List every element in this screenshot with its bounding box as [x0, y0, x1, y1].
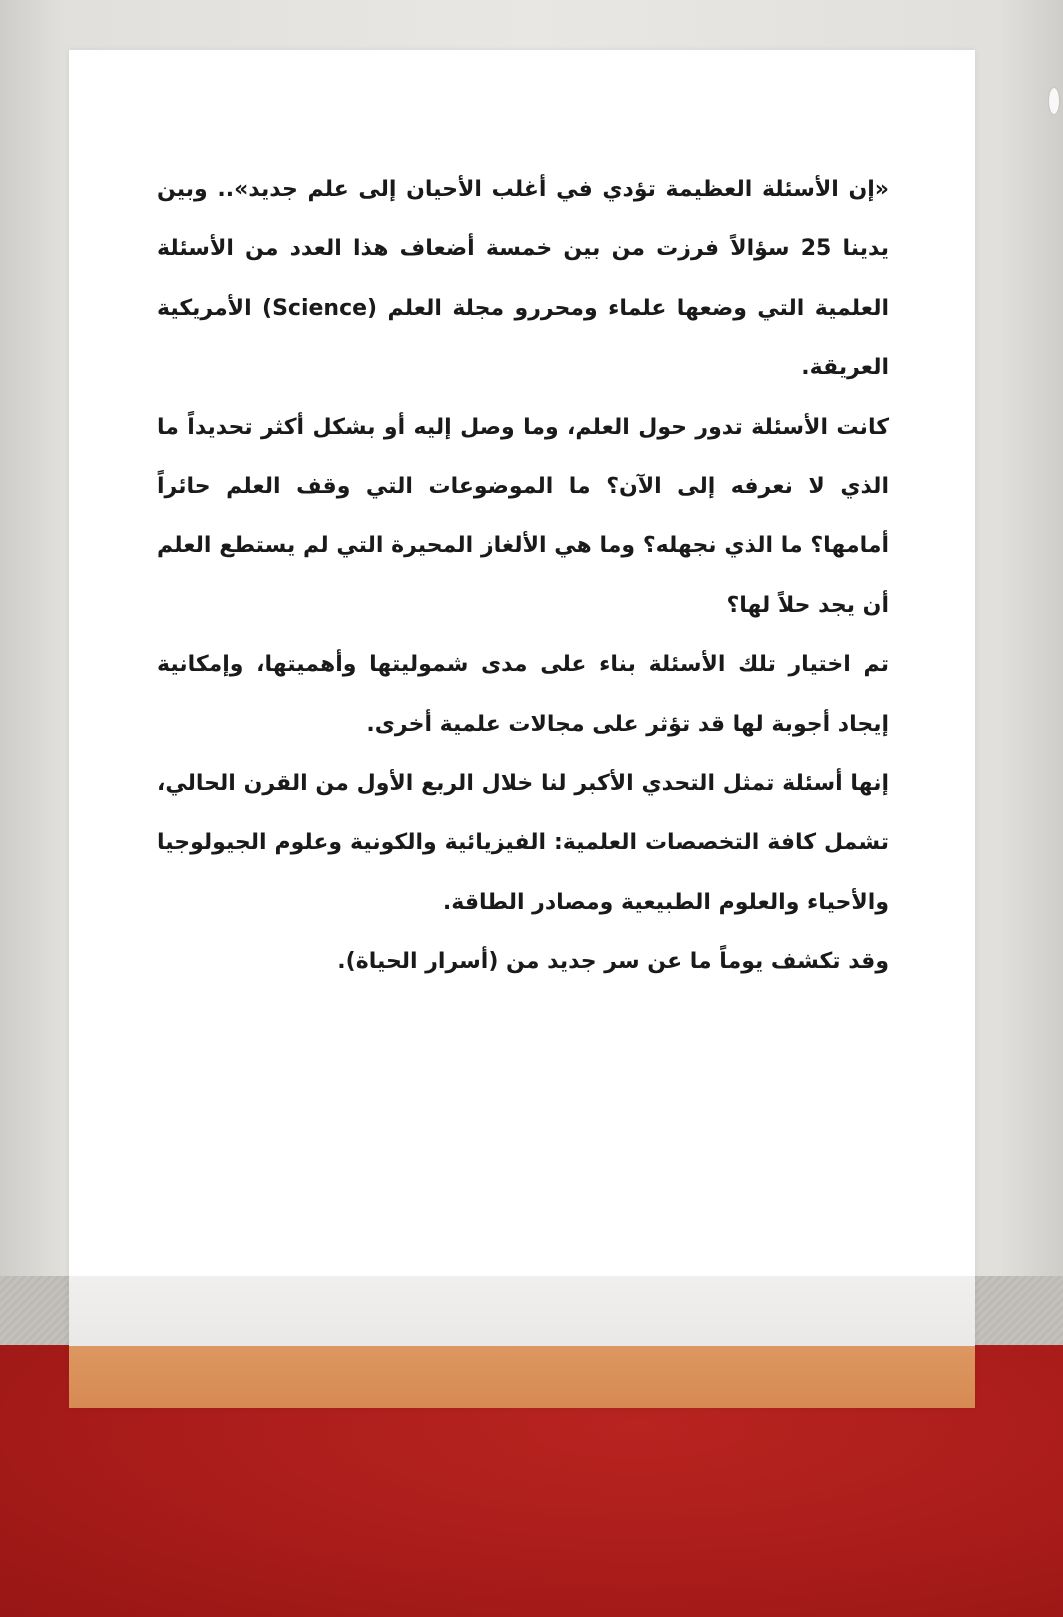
paragraph-selection: تم اختيار تلك الأسئلة بناء على مدى شموليتها وأهميتها، وإمكانية إيجاد أجوبة لها قد تؤثر على مجالات علمية أخرى. [157, 652, 889, 737]
paragraph-intro: «إن الأسئلة العظيمة تؤدي في أغلب الأحيان إلى علم جديد».. وبين يدينا 25 سؤالاً فرزت من بين خمسة أضعاف هذا العدد من الأسئلة العلمية التي وضعها علماء ومحررو مجلة العلم (Science) الأمريكية العريقة. [157, 177, 889, 381]
panel-orange-strip [69, 1346, 975, 1408]
text-panel [69, 50, 975, 1408]
paragraph-challenge: إنها أسئلة تمثل التحدي الأكبر لنا خلال الربع الأول من القرن الحالي، تشمل كافة التخصصات العلمية: الفيزيائية والكونية وعلوم الجيولوجيا والأحياء والعلوم الطبيعية ومصادر الطاقة. [157, 771, 889, 915]
edge-mark [1049, 88, 1059, 114]
paragraph-questions: كانت الأسئلة تدور حول العلم، وما وصل إليه أو بشكل أكثر تحديداً ما الذي لا نعرفه إلى الآن؟ ما الموضوعات التي وقف العلم حائراً أمامها؟ ما الذي نجهله؟ وما هي الألغاز المحيرة التي لم يستطع العلم أن يجد حلاً لها؟ [157, 414, 889, 618]
paragraph-closing: وقد تكشف يوماً ما عن سر جديد من (أسرار الحياة). [337, 949, 889, 975]
panel-gray-strip [69, 1276, 975, 1350]
blurb-text [157, 160, 889, 992]
